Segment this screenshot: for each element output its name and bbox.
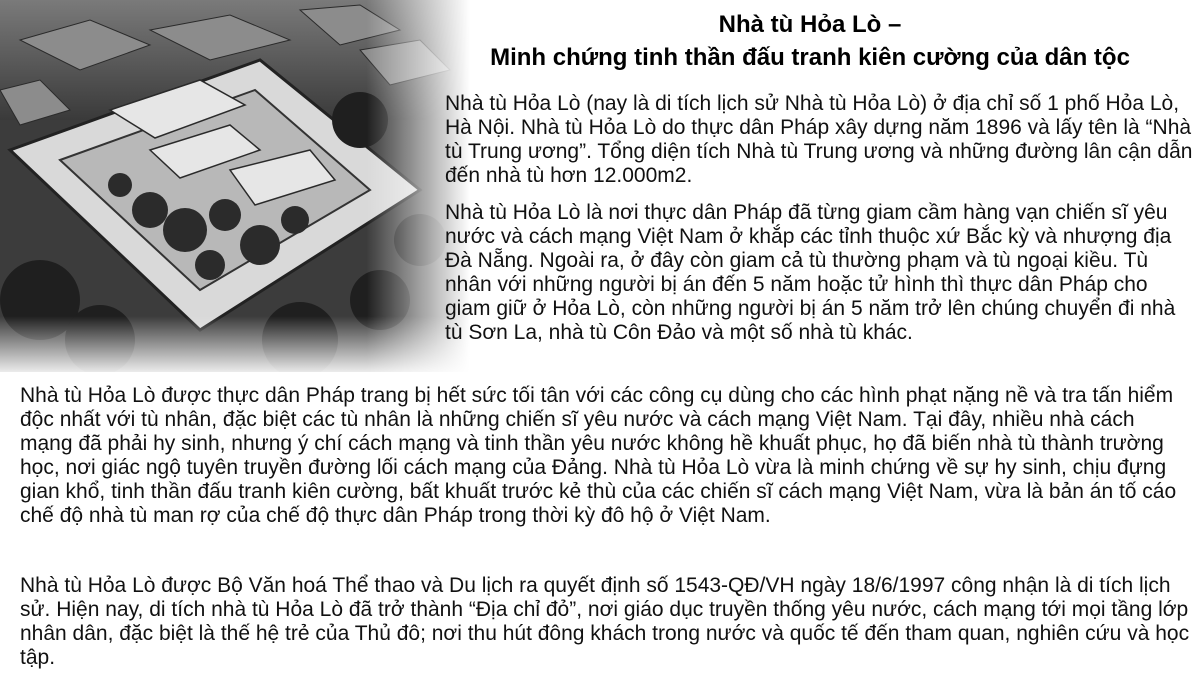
paragraph-2: Nhà tù Hỏa Lò là nơi thực dân Pháp đã từng giam cầm hàng vạn chiến sĩ yêu nước và cách mạng Việt Nam ở khắp các tỉnh thuộc xứ Bắc kỳ và nhượng địa Đà Nẵng. Ngoài ra, ở đây còn giam cả tù thường phạm và tù ngoại kiều. Tù nhân với những người bị án đến 5 năm hoặc tử hình thì thực dân Pháp cho giam giữ ở Hỏa Lò, còn những người bị án 5 năm trở lên chúng chuyển đi nhà tù Sơn La, nhà tù Côn Đảo và một số nhà tù khác. [445,201,1176,344]
title-line-2: Minh chứng tinh thần đấu tranh kiên cường của dân tộc [490,44,1130,71]
aerial-prison-photo [0,0,470,372]
paragraph-4: Nhà tù Hỏa Lò được Bộ Văn hoá Thể thao và Du lịch ra quyết định số 1543-QĐ/VH ngày 18/6/1997 công nhận là di tích lịch sử. Hiện nay, di tích nhà tù Hỏa Lò đã trở thành “Địa chỉ đỏ”, nơi giáo dục truyền thống yêu nước, cách mạng tới mọi tầng lớp nhân dân, đặc biệt là thế hệ trẻ của Thủ đô; nơi thu hút đông khách trong nước và quốc tế đến tham quan, nghiên cứu và học tập. [20,574,1190,669]
article-title [430,8,1190,74]
title-line-1: Nhà tù Hỏa Lò – [718,11,902,38]
paragraph-1: Nhà tù Hỏa Lò (nay là di tích lịch sử Nhà tù Hỏa Lò) ở địa chỉ số 1 phố Hỏa Lò, Hà Nội. Nhà tù Hỏa Lò do thực dân Pháp xây dựng năm 1896 và lấy tên là “Nhà tù Trung ương”. Tổng diện tích Nhà tù Trung ương và những đường lân cận dẫn đến nhà tù hơn 12.000m2. [445,92,1193,187]
paragraph-3: Nhà tù Hỏa Lò được thực dân Pháp trang bị hết sức tối tân với các công cụ dùng cho các hình phạt nặng nề và tra tấn hiểm độc nhất với tù nhân, đặc biệt các tù nhân là những chiến sĩ yêu nước và cách mạng Việt Nam. Tại đây, nhiều nhà cách mạng đã phải hy sinh, nhưng ý chí cách mạng và tinh thần yêu nước không hề khuất phục, họ đã biến nhà tù thành trường học, nơi giác ngộ tuyên truyền đường lối cách mạng của Đảng. Nhà tù Hỏa Lò vừa là minh chứng về sự hy sinh, chịu đựng gian khổ, tinh thần đấu tranh kiên cường, bất khuất trước kẻ thù của các chiến sĩ cách mạng Việt Nam, vừa là bản án tố cáo chế độ nhà tù man rợ của chế độ thực dân Pháp trong thời kỳ đô hộ ở Việt Nam. [20,384,1177,527]
